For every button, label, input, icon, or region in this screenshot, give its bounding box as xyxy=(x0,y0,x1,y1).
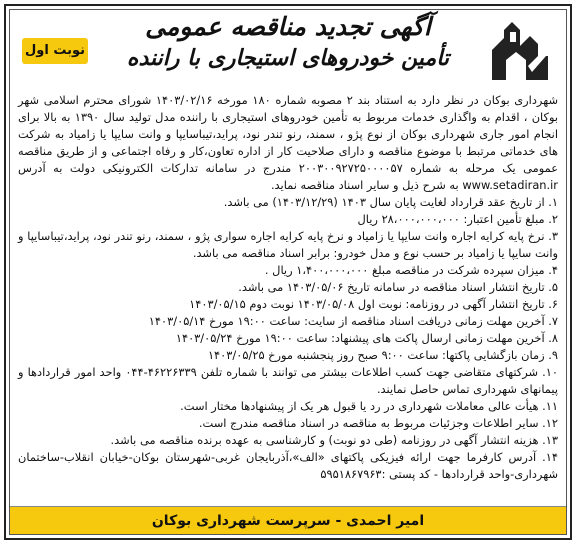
list-item: ۶. تاریخ انتشار آگهی در روزنامه: نوبت اول ۱۴۰۳/۰۵/۰۸ نوبت دوم ۱۴۰۳/۰۵/۱۵ xyxy=(189,297,558,311)
list-item: ۱۰. شرکتهای متقاضی جهت کسب اطلاعات بیشتر می توانند با شماره تلفن ۴۶۲۲۶۳۳۹-۰۴۴ واحد امور قراردادها و پیمانهای شهرداری تماس حاصل نمایند. xyxy=(18,365,558,396)
list-item: ۱. از تاریخ عقد قرارداد لغایت پایان سال ۱۴۰۳ (۱۴۰۳/۱۲/۲۹) می باشد. xyxy=(223,195,558,209)
notice-frame xyxy=(4,4,572,540)
intro-paragraph: شهرداری بوکان در نظر دارد به استناد بند ۲ مصوبه شماره ۱۸۰ مورخه ۱۴۰۳/۰۲/۱۶ شورای محترم اسلامی شهر بوکان ، اقدام به واگذاری خدمات مربوط به تأمین خودروهای استیجاری با راننده مدل تولید سال ۱۳۹۰ به بالا برای انجام امور جاری شهرداری بوکان از نوع پژو ، سمند، رنو تندر نود، پراید،تیباسایپا و وانت سایپا یا زامیاد به شرکت های خدماتی مرتبط با موضوع مناقصه و دارای صلاحیت کار از اداره تعاون،کار و رفاه اجتماعی و از طریق مناقصه عمومی یک مرحله به شماره ۲۰۰۳۰۰۹۲۷۲۵۰۰۰۰۵۷ مندرج در سامانه تدارکات الکترونیکی دولت به آدرس www.setadiran.ir به شرح ذیل و سایر اسناد مناقصه نماید. xyxy=(18,93,559,192)
signature-footer: امیر احمدی - سرپرست شهرداری بوکان xyxy=(10,506,566,534)
list-item: ۸. آخرین مهلت زمانی ارسال پاکت های پیشنهاد: ساعت ۱۹:۰۰ مورخ ۱۴۰۳/۰۵/۲۴ xyxy=(175,331,558,345)
notice-header xyxy=(10,10,566,88)
list-item: ۵. تاریخ انتشار اسناد مناقصه در سامانه تاریخ ۱۴۰۳/۰۵/۰۶ می باشد. xyxy=(238,280,558,294)
notice-title: آگهی تجدید مناقصه عمومی xyxy=(145,12,431,41)
list-item: ۲. مبلغ تأمین اعتبار: ۲۸،۰۰۰،۰۰۰،۰۰۰ ریال xyxy=(357,212,558,226)
list-item: ۷. آخرین مهلت زمانی دریافت اسناد مناقصه از سایت: ساعت ۱۹:۰۰ مورخ ۱۴۰۳/۰۵/۱۴ xyxy=(148,314,558,328)
municipality-emblem-icon xyxy=(486,16,556,86)
list-item: ۱۳. هزینه انتشار آگهی در روزنامه (طی دو نوبت) و کارشناسی به عهده برنده مناقصه می باشد. xyxy=(110,433,558,447)
list-item: ۳. نرخ پایه کرایه اجاره وانت سایپا یا زامیاد و نرخ پایه کرایه اجاره سواری پژو ، سمند، رنو تندر نود، پراید،تیباسایپا و وانت سایپا یا زامیاد بر حسب نوع و مدل خودرو: برابر اسناد مناقصه می باشد. xyxy=(18,229,558,260)
list-item: ۱۴. آدرس کارفرما جهت ارائه فیزیکی پاکتهای «الف»،آذربایجان غربی-شهرستان بوکان-خیابان انقلاب-ساختمان شهرداری-واحد قراردادها - کد پستی :۵۹۵۱۸۶۷۹۶۳ xyxy=(18,450,558,481)
round-badge: نوبت اول xyxy=(22,38,88,64)
list-item: ۹. زمان بازگشایی پاکتها: ساعت ۹:۰۰ صبح روز پنجشنبه مورخ ۱۴۰۳/۰۵/۲۵ xyxy=(207,348,558,362)
list-item: ۱۲. سایر اطلاعات وجزئیات مربوط به مناقصه در اسناد مناقصه مندرج است. xyxy=(198,416,558,430)
list-item: ۱۱. هیأت عالی معاملات شهرداری در رد یا قبول هر یک از پیشنهادها مختار است. xyxy=(180,399,558,413)
notice-inner-border xyxy=(9,9,567,535)
list-item: ۴. میزان سپرده شرکت در مناقصه مبلغ ۱،۴۰۰،۰۰۰،۰۰۰ ریال . xyxy=(264,263,558,277)
notice-subtitle: تأمین خودروهای استیجاری با راننده xyxy=(126,46,450,71)
notice-body xyxy=(18,92,558,483)
